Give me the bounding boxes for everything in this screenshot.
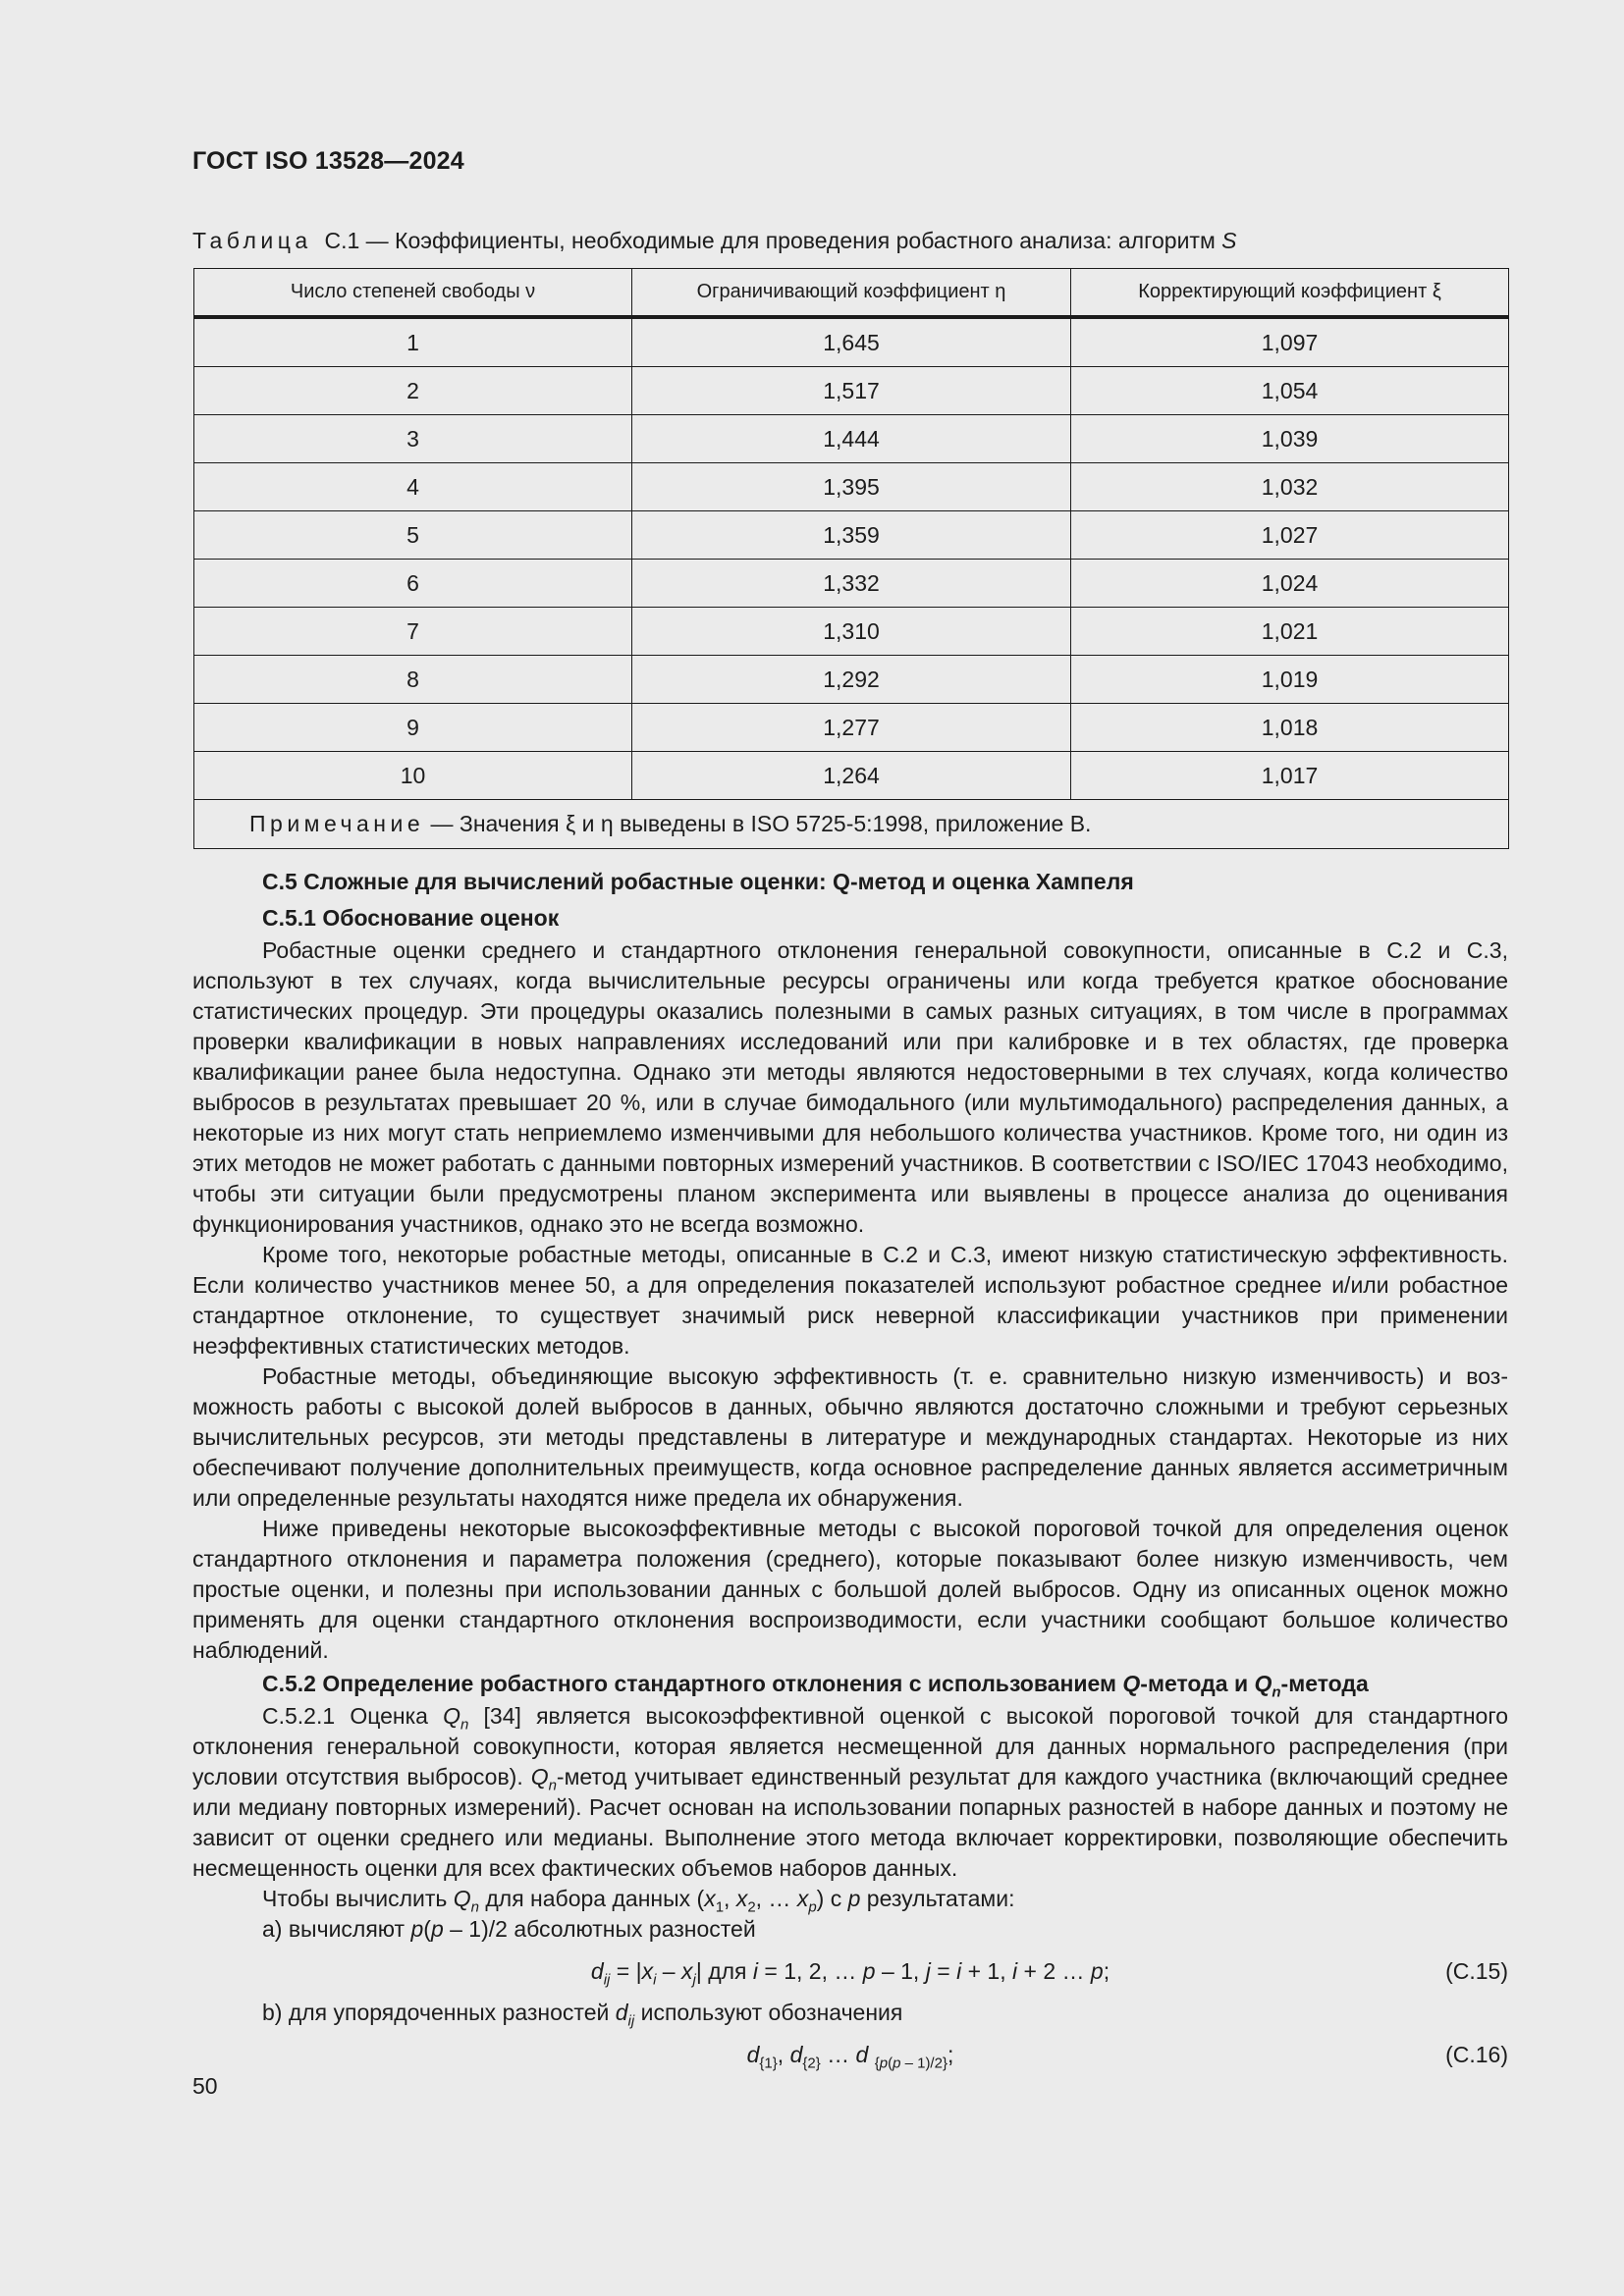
table-cell: 1,018: [1071, 704, 1509, 752]
table-note-text: — Значения ξ и η выведены в ISO 5725-5:1998, приложение B.: [424, 811, 1092, 836]
formula-c16-number: (С.16): [1445, 2042, 1508, 2067]
table-cell: 1,332: [632, 560, 1071, 608]
table-cell: 9: [194, 704, 632, 752]
table-cell: 1,277: [632, 704, 1071, 752]
table-cell: 6: [194, 560, 632, 608]
table-cell: 1,024: [1071, 560, 1509, 608]
formula-c15: [192, 1945, 1508, 1998]
paragraph-calc: Чтобы вычислить $Q_n$ для набора данных ($x_1$, $x_2$, … $x_p$) с p результатами:: [262, 1886, 1015, 1916]
document-body: [192, 864, 1508, 2081]
table-row: [194, 317, 1509, 367]
table-cell: 1,021: [1071, 608, 1509, 656]
table-cell: 5: [194, 511, 632, 560]
table-cell: 1,395: [632, 463, 1071, 511]
table-cell: 1,517: [632, 367, 1071, 415]
table-cell: 1,027: [1071, 511, 1509, 560]
table-row: [194, 608, 1509, 656]
table-header-row: [194, 269, 1509, 318]
paragraph: Ниже приведены некоторые высокоэффективные методы с высокой пороговой точкой для определения оценок стандартного отклонения и параметра положения (среднего), которые показывают более низкую изменчивость, чем простые оценки, и полезны при использовании данных с большой долей выбросов. Одну из описанных оценок можно применять для оценки стандартного отклонения воспроизводимости, если участники сообщают большое количество наблюдений.: [192, 1516, 1508, 1663]
table-note-row: [194, 800, 1509, 849]
table-cell: 1,017: [1071, 752, 1509, 800]
table-caption: [192, 228, 1237, 254]
table-cell: 1,054: [1071, 367, 1509, 415]
table-cell: 1,032: [1071, 463, 1509, 511]
table-cell: 1,645: [632, 317, 1071, 367]
formula-c16: [192, 2028, 1508, 2081]
table-cell: 8: [194, 656, 632, 704]
column-header: Число степеней свободы ν: [194, 269, 632, 318]
table-cell: 1,264: [632, 752, 1071, 800]
formula-c15-number: (С.15): [1445, 1958, 1508, 1984]
document-header: ГОСТ ISO 13528—2024: [192, 147, 464, 175]
table-cell: 7: [194, 608, 632, 656]
table-row: [194, 511, 1509, 560]
table-caption-label: Таблица: [192, 228, 312, 253]
section-heading-c52: С.5.2 Определение робастного стандартного отклонения с использованием Q-метода и $Q_n$-метода: [262, 1671, 1369, 1701]
table-row: [194, 704, 1509, 752]
table-note-label: Примечание: [249, 811, 425, 836]
table-cell: 2: [194, 367, 632, 415]
table-cell: 1,292: [632, 656, 1071, 704]
table-row: [194, 656, 1509, 704]
paragraph: Кроме того, некоторые робастные методы, описанные в С.2 и С.3, имеют низкую статистическую эффективность. Если количество участников менее 50, а для определения показателей используют робастное среднее и/или робастное стандартное отклонение, то существует значимый риск неверной классификации участников при применении неэффективных статистических методов.: [192, 1242, 1508, 1359]
table-caption-algo: S: [1221, 228, 1237, 253]
table-cell: 1,444: [632, 415, 1071, 463]
page-number: 50: [192, 2073, 218, 2099]
list-item-b: b) для упорядоченных разностей $d_{ij}$ используют обозначения: [262, 2000, 903, 2030]
column-header: Корректирующий коэффициент ξ: [1071, 269, 1509, 318]
table-row: [194, 415, 1509, 463]
table-cell: 10: [194, 752, 632, 800]
paragraph-c521: С.5.2.1 Оценка $Q_n$ [34] является высокоэффективной оценкой с высокой пороговой точкой для стандартного отклонения генеральной совокупности, которая является несмещенной для данных нормального распределения (при условии отсутствия выбросов). $Q_n$-метод учитывает единственный результат для каждого участника (включающий среднее или медиану повторных измерений). Расчет основан на использовании попарных разностей в наборе данных и поэтому не зависит от оценки среднего или медианы. Выполнение этого метода включает корректировки, позволяющие обеспечить несмещенность оценки для всех фактических объемов наборов данных.: [192, 1703, 1508, 1881]
section-heading-c5: С.5 Сложные для вычислений робастные оценки: Q-метод и оценка Хампеля: [262, 869, 1134, 894]
table-cell: 1,039: [1071, 415, 1509, 463]
coefficients-table: [193, 268, 1509, 849]
table-row: [194, 463, 1509, 511]
table-caption-text: С.1 — Коэффициенты, необходимые для проведения робастного анализа: алгоритм: [324, 228, 1216, 253]
section-heading-c51: С.5.1 Обоснование оценок: [262, 905, 560, 931]
table-note: [194, 800, 1509, 849]
list-item-a: a) вычисляют p(p – 1)/2 абсолютных разностей: [262, 1916, 756, 1942]
table-row: [194, 560, 1509, 608]
table-cell: 1,310: [632, 608, 1071, 656]
formula-c15-expression: $d_{ij} = |x_i - x_j|$ для i = 1, 2, … p – 1, j = i + 1, i + 2 … p;: [590, 1958, 1110, 1989]
formula-c16-expression: $d_{\{1\}}$, $d_{\{2\}}$ … d $_{\{p(p - 1)/2\}}$;: [746, 2042, 954, 2072]
table-row: [194, 367, 1509, 415]
table-cell: 1,019: [1071, 656, 1509, 704]
table-cell: 4: [194, 463, 632, 511]
paragraph: Робастные методы, объединяющие высокую эффективность (т. е. сравнительно низкую изменчивость) и возможность работы с высокой долей выбросов в данных, обычно являются достаточно сложными и требуют серьезных вычислительных ресурсов, эти методы представлены в литературе и международных стандартах. Некоторые из них обеспечивают получение дополнительных преимуществ, когда основное распределение данных является ассиметричным или определенные результаты находятся ниже предела их обнаружения.: [192, 1363, 1508, 1511]
table-cell: 3: [194, 415, 632, 463]
column-header: Ограничивающий коэффициент η: [632, 269, 1071, 318]
table-cell: 1,097: [1071, 317, 1509, 367]
table-row: [194, 752, 1509, 800]
table-cell: 1: [194, 317, 632, 367]
table-cell: 1,359: [632, 511, 1071, 560]
paragraph: Робастные оценки среднего и стандартного отклонения генеральной совокупности, описанные в С.2 и С.3, используют в тех случаях, когда вычислительные ресурсы ограничены или когда требуется краткое обоснование статистических процедур. Эти процедуры оказались полезными в самых разных ситуациях, в том числе в программах проверки квалификации в новых направлениях исследований или при калибровке и в тех областях, где проверка квалификации ранее была недоступна. Однако эти методы являются недостоверными в тех случаях, когда количество выбросов в результатах превышает 20 %, или в случае бимодального (или мультимодального) распределения данных, а некоторые из них могут стать неприемлемо изменчивыми для небольшого количества участников. Кроме того, ни один из этих методов не может работать с данными повторных измерений участников. В соответствии с ISO/IEC 17043 необходимо, чтобы эти ситуации были предусмотрены планом эксперимента или выявлены в процессе анализа до оценивания функционирования участников, однако это не всегда возможно.: [192, 937, 1508, 1237]
